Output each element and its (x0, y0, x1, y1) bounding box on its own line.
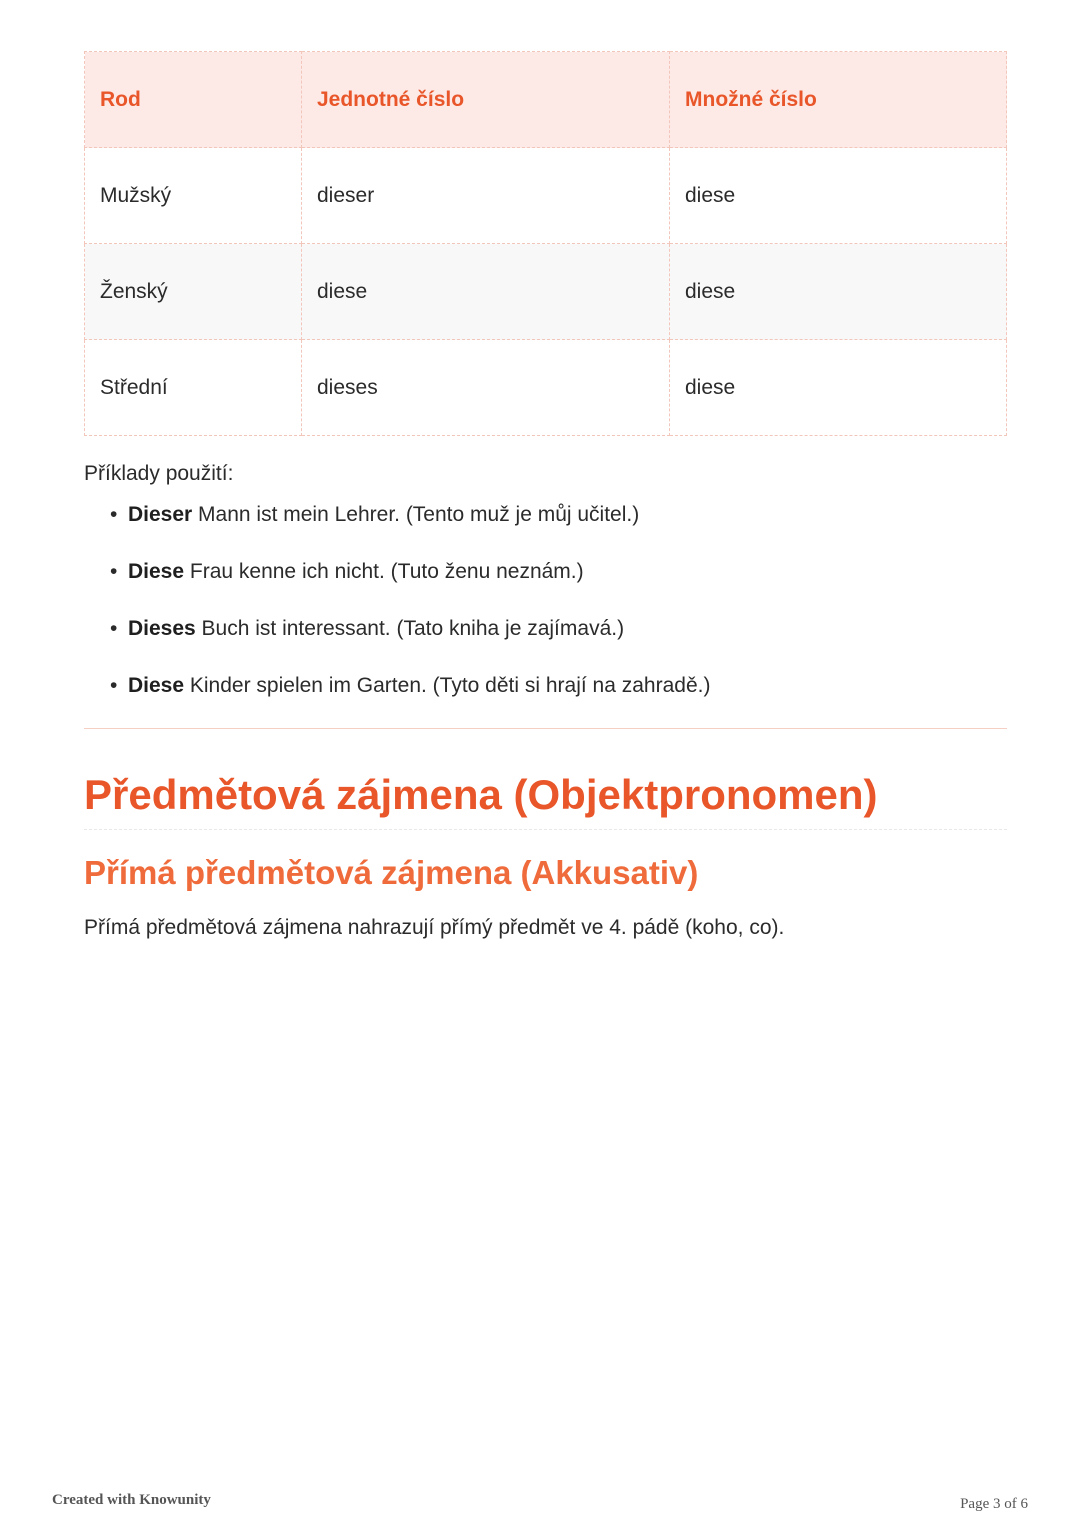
example-text: Frau kenne ich nicht. (Tuto ženu neznám.) (184, 560, 584, 583)
list-item (110, 673, 1007, 699)
page-number: Page 3 of 6 (960, 1496, 1028, 1512)
bullet-icon: • (110, 503, 118, 526)
document-page (84, 51, 1007, 940)
table-header-row (85, 52, 1007, 148)
table-row (85, 340, 1007, 436)
example-keyword: Diese (128, 560, 185, 583)
table-cell: Mužský (85, 148, 302, 244)
section-subtitle: Přímá předmětová zájmena (Akkusativ) (84, 854, 699, 891)
table-cell: dieses (302, 340, 670, 436)
section-description: Přímá předmětová zájmena nahrazují přímý předmět ve 4. pádě (koho, co). (84, 916, 785, 939)
section-divider (84, 728, 1007, 729)
table-cell: diese (670, 340, 1007, 436)
table-cell: Ženský (85, 244, 302, 340)
example-keyword: Dieser (128, 503, 193, 526)
bullet-icon: • (110, 674, 118, 697)
example-text: Mann ist mein Lehrer. (Tento muž je můj učitel.) (192, 503, 640, 526)
table-cell: diese (670, 244, 1007, 340)
example-keyword: Diese (128, 674, 185, 697)
bullet-icon: • (110, 560, 118, 583)
table-cell: diese (302, 244, 670, 340)
table-header-cell: Množné číslo (670, 52, 1007, 148)
list-item (110, 502, 1007, 528)
examples-heading: Příklady použití: (84, 462, 234, 485)
examples-list (84, 502, 1007, 699)
table-header-cell: Rod (85, 52, 302, 148)
list-item (110, 559, 1007, 585)
section-title: Předmětová zájmena (Objektpronomen) (84, 771, 1007, 830)
bullet-icon: • (110, 617, 118, 640)
footer-created-with: Created with Knowunity (52, 1492, 211, 1508)
table-cell: diese (670, 148, 1007, 244)
example-keyword: Dieses (128, 617, 196, 640)
table-row (85, 244, 1007, 340)
example-text: Kinder spielen im Garten. (Tyto děti si hrají na zahradě.) (184, 674, 711, 697)
example-text: Buch ist interessant. (Tato kniha je zajímavá.) (195, 617, 625, 640)
table-row (85, 148, 1007, 244)
demonstrative-pronoun-table (84, 51, 1007, 436)
table-cell: dieser (302, 148, 670, 244)
table-header-cell: Jednotné číslo (302, 52, 670, 148)
list-item (110, 616, 1007, 642)
table-cell: Střední (85, 340, 302, 436)
